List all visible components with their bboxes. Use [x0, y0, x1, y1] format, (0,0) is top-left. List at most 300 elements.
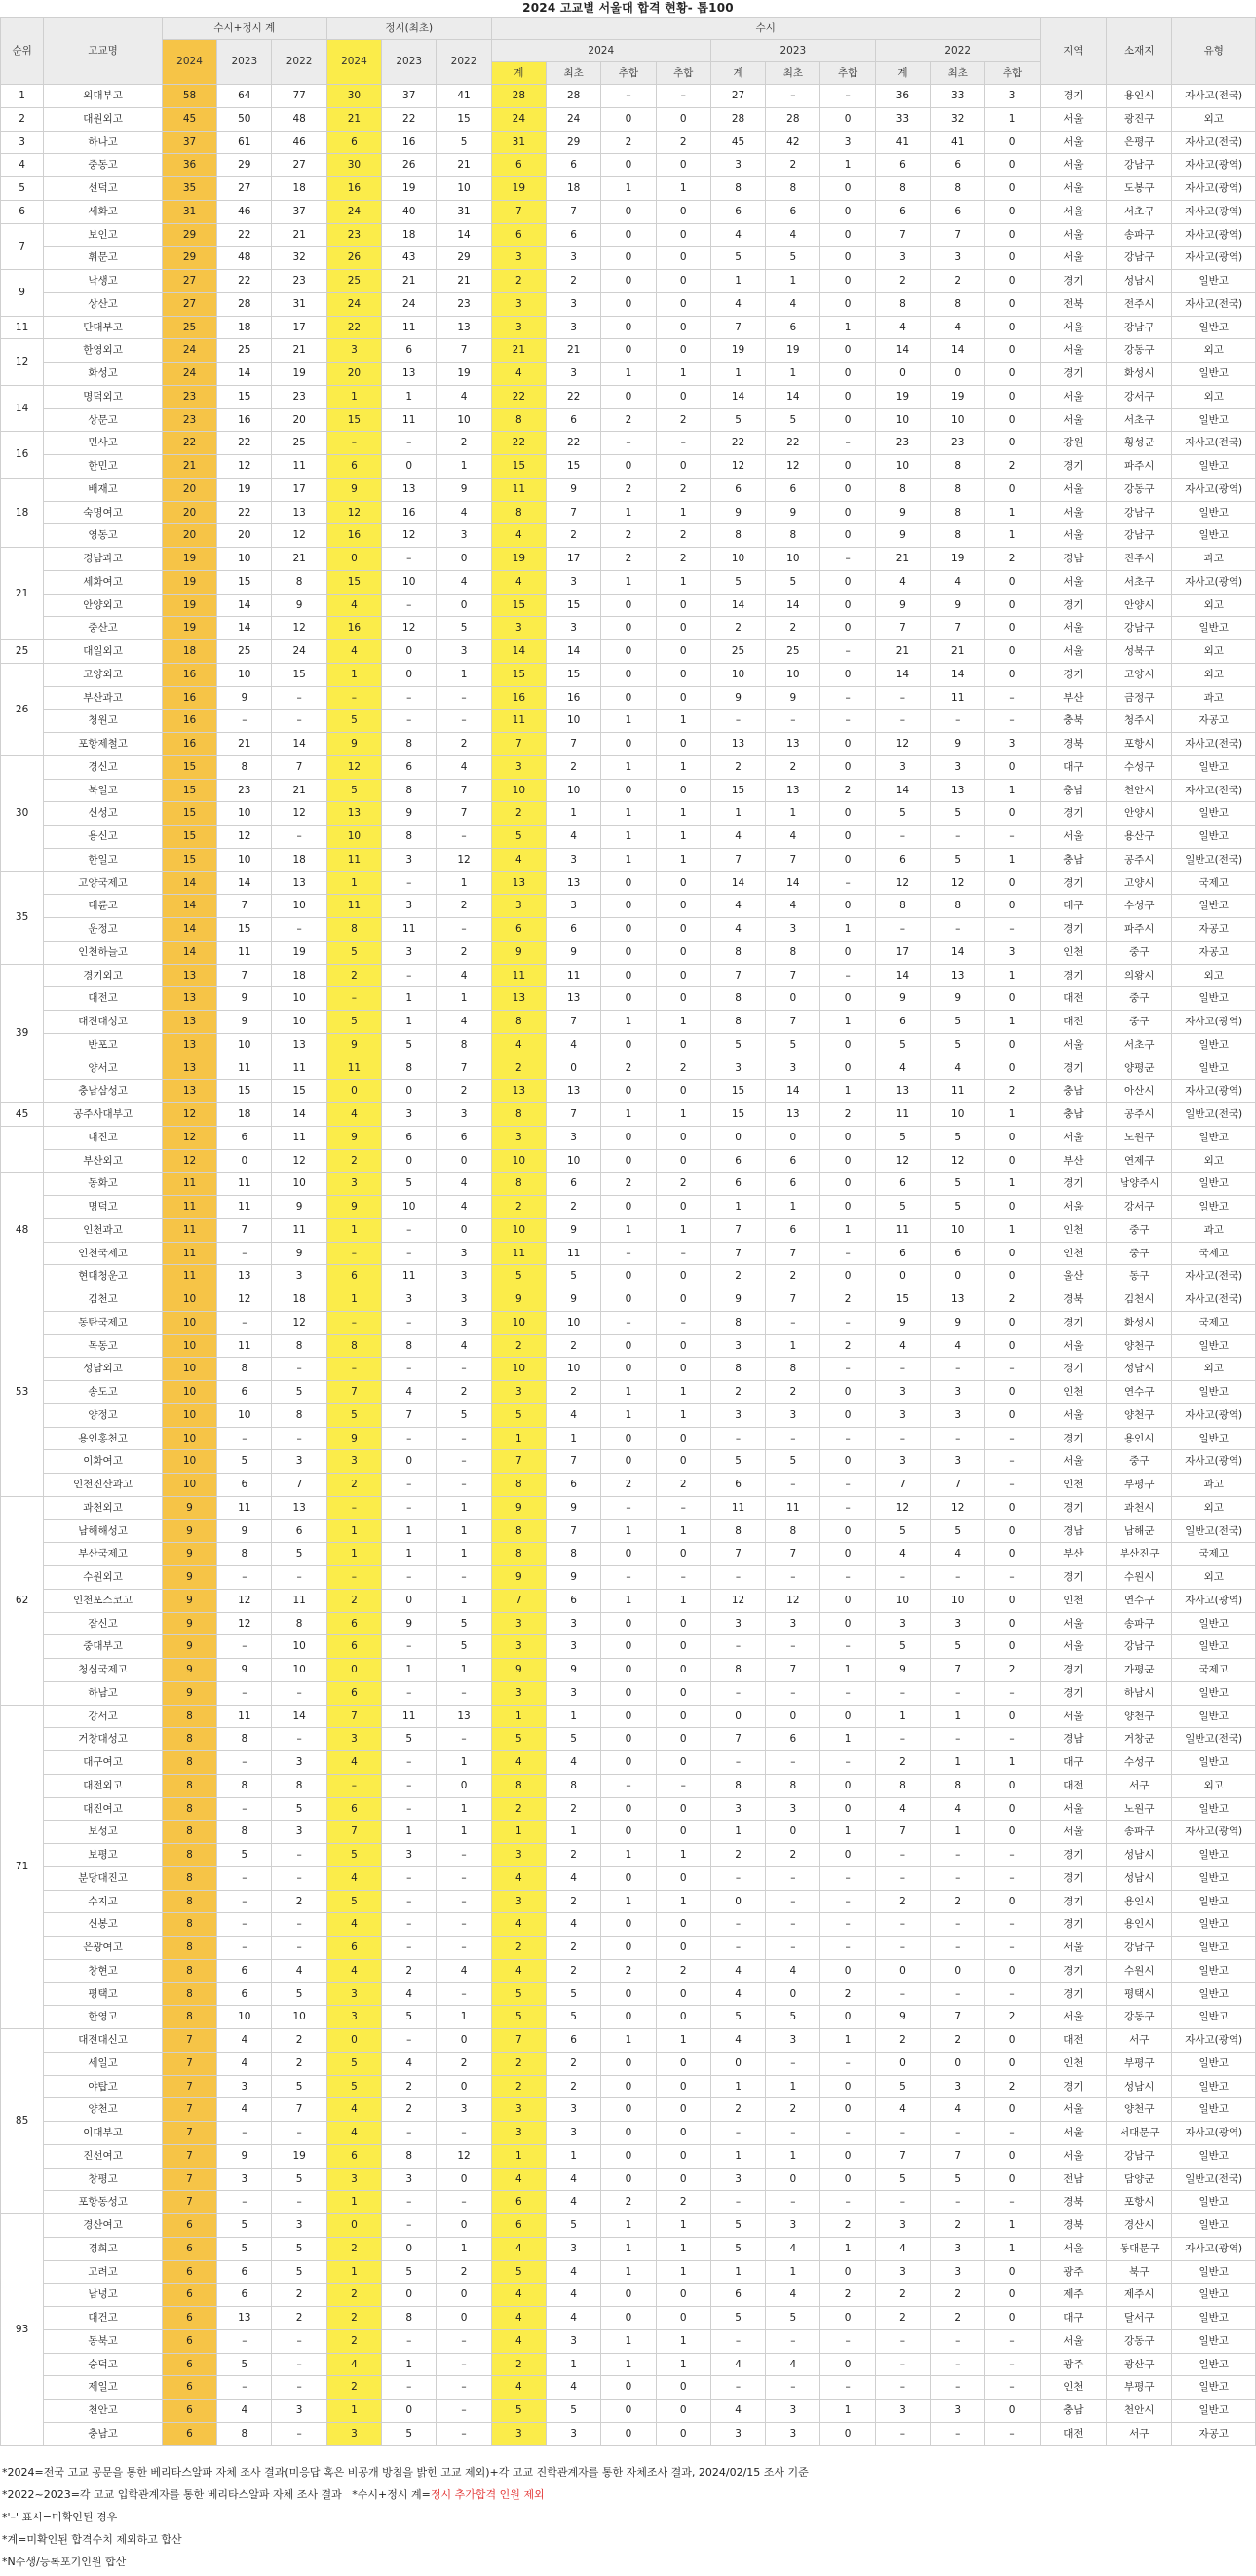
- cell-susi-2023-extra: 0: [820, 617, 875, 640]
- cell-region: 경기: [1040, 918, 1106, 942]
- cell-school: 보인고: [44, 223, 163, 247]
- cell-susi-2022-extra: 0: [985, 663, 1040, 686]
- cell-type: 일반고: [1172, 524, 1256, 548]
- cell-jeongsi-2023: 40: [382, 200, 437, 223]
- cell-combined-2022: 8: [272, 1334, 326, 1358]
- cell-combined-2023: 15: [217, 918, 272, 942]
- cell-susi-2022-total: 6: [875, 848, 930, 871]
- cell-jeongsi-2024: 1: [326, 385, 381, 408]
- cell-combined-2022: 15: [272, 1080, 326, 1103]
- cell-susi-2022-total: 0: [875, 1265, 930, 1288]
- cell-susi-2024-extra: 2: [601, 1057, 656, 1080]
- cell-school: 창평고: [44, 2168, 163, 2191]
- cell-combined-2023: 7: [217, 1218, 272, 1242]
- cell-jeongsi-2024: 20: [326, 363, 381, 386]
- cell-school: 포항제철고: [44, 733, 163, 756]
- cell-susi-2024-total: 4: [491, 2376, 546, 2400]
- cell-combined-2023: 61: [217, 131, 272, 154]
- cell-combined-2024: 11: [162, 1265, 216, 1288]
- cell-susi-2024-extra: 0: [601, 1265, 656, 1288]
- cell-susi-2024-extra: 0: [601, 1635, 656, 1659]
- table-row: [1, 501, 1256, 524]
- cell-type: 국제고: [1172, 1242, 1256, 1265]
- cell-susi-2024-first: 6: [547, 154, 601, 177]
- cell-susi-2024-first: 1: [547, 1705, 601, 1728]
- header-susi-2022-extra: 추합: [985, 62, 1040, 85]
- cell-combined-2024: 9: [162, 1635, 216, 1659]
- cell-susi-2022-first: –: [931, 1937, 985, 1960]
- cell-location: 과천시: [1107, 1496, 1172, 1519]
- cell-susi-2023-first: 1: [766, 2144, 820, 2168]
- cell-jeongsi-2023: 4: [382, 1982, 437, 2006]
- cell-susi-2024-first: 6: [547, 223, 601, 247]
- cell-school: 포항동성고: [44, 2191, 163, 2214]
- cell-combined-2024: 6: [162, 2376, 216, 2400]
- header-rank: 순위: [1, 18, 44, 85]
- cell-susi-2022-first: 6: [931, 1242, 985, 1265]
- cell-susi-2022-total: 14: [875, 663, 930, 686]
- cell-susi-2022-first: 0: [931, 2052, 985, 2075]
- cell-school: 대륜고: [44, 895, 163, 918]
- cell-combined-2023: 14: [217, 617, 272, 640]
- cell-susi-2022-extra: 0: [985, 1635, 1040, 1659]
- cell-susi-2024-total: 4: [491, 2307, 546, 2330]
- cell-jeongsi-2022: –: [437, 2376, 491, 2400]
- cell-location: 서초구: [1107, 1033, 1172, 1057]
- cell-susi-2024-total: 2: [491, 1797, 546, 1821]
- cell-susi-2024-first: 6: [547, 918, 601, 942]
- cell-jeongsi-2022: 13: [437, 316, 491, 339]
- cell-susi-2023-total: 4: [710, 895, 765, 918]
- cell-combined-2024: 58: [162, 85, 216, 108]
- cell-school: 외대부고: [44, 85, 163, 108]
- cell-jeongsi-2023: 0: [382, 455, 437, 479]
- cell-susi-2022-total: 14: [875, 779, 930, 802]
- cell-jeongsi-2023: 1: [382, 1519, 437, 1543]
- cell-jeongsi-2023: 8: [382, 779, 437, 802]
- cell-rank: 35: [1, 871, 44, 964]
- cell-combined-2023: 11: [217, 1173, 272, 1196]
- cell-susi-2024-extra: 2: [601, 2191, 656, 2214]
- cell-combined-2023: 13: [217, 2307, 272, 2330]
- cell-susi-2024-extra2: 0: [656, 2422, 710, 2445]
- cell-susi-2024-total: 4: [491, 1913, 546, 1937]
- cell-susi-2022-total: 4: [875, 1057, 930, 1080]
- table-row: [1, 2284, 1256, 2307]
- cell-susi-2024-extra2: 0: [656, 316, 710, 339]
- cell-susi-2022-total: –: [875, 1566, 930, 1590]
- cell-jeongsi-2023: 0: [382, 1080, 437, 1103]
- cell-susi-2022-total: 17: [875, 941, 930, 964]
- cell-susi-2022-total: 5: [875, 2168, 930, 2191]
- table-row: [1, 2191, 1256, 2214]
- cell-susi-2024-extra: 0: [601, 871, 656, 895]
- cell-susi-2024-first: 3: [547, 848, 601, 871]
- cell-location: 중구: [1107, 1450, 1172, 1474]
- footnote-1: *2024=전국 고교 공문을 통한 베리타스알파 자체 조사 결과(미응답 혹은 비공개 방침을 밝힌 고교 제외)+각 고교 진학관계자를 통한 자체조사 결과, 2024/02/15 조사 기준: [2, 2466, 809, 2479]
- cell-school: 대원외고: [44, 107, 163, 131]
- cell-susi-2024-total: 6: [491, 223, 546, 247]
- cell-susi-2024-extra2: 0: [656, 1681, 710, 1705]
- table-row: [1, 1844, 1256, 1867]
- cell-susi-2022-first: 14: [931, 663, 985, 686]
- cell-combined-2024: 20: [162, 478, 216, 501]
- cell-susi-2022-first: 5: [931, 1033, 985, 1057]
- cell-susi-2024-first: 4: [547, 2168, 601, 2191]
- cell-susi-2023-first: 2: [766, 1381, 820, 1404]
- cell-combined-2022: 11: [272, 1589, 326, 1612]
- cell-jeongsi-2023: 13: [382, 363, 437, 386]
- cell-combined-2022: –: [272, 1937, 326, 1960]
- cell-combined-2022: 10: [272, 987, 326, 1011]
- cell-combined-2022: 8: [272, 1774, 326, 1797]
- cell-jeongsi-2024: 6: [326, 1937, 381, 1960]
- cell-susi-2024-first: 3: [547, 2122, 601, 2145]
- cell-susi-2022-total: 9: [875, 987, 930, 1011]
- cell-combined-2024: 8: [162, 1959, 216, 1982]
- cell-susi-2024-total: 15: [491, 663, 546, 686]
- cell-jeongsi-2023: 16: [382, 131, 437, 154]
- header-susi-2023-total: 계: [710, 62, 765, 85]
- cell-location: 수원시: [1107, 1566, 1172, 1590]
- cell-combined-2024: 10: [162, 1427, 216, 1450]
- cell-susi-2023-extra: 1: [820, 316, 875, 339]
- cell-susi-2023-first: 8: [766, 177, 820, 201]
- cell-susi-2022-total: 3: [875, 247, 930, 270]
- cell-susi-2024-total: 4: [491, 363, 546, 386]
- table-row: [1, 1797, 1256, 1821]
- cell-jeongsi-2024: 12: [326, 755, 381, 779]
- cell-jeongsi-2024: –: [326, 1311, 381, 1334]
- table-row: [1, 1057, 1256, 1080]
- table-row: [1, 1982, 1256, 2006]
- cell-location: 용인시: [1107, 1913, 1172, 1937]
- cell-susi-2024-total: 10: [491, 1218, 546, 1242]
- cell-susi-2022-extra: 1: [985, 964, 1040, 987]
- cell-susi-2023-total: –: [710, 2329, 765, 2353]
- cell-location: 서초구: [1107, 200, 1172, 223]
- cell-combined-2024: 9: [162, 1589, 216, 1612]
- cell-susi-2024-first: 3: [547, 617, 601, 640]
- cell-jeongsi-2024: 6: [326, 1265, 381, 1288]
- cell-school: 대전대성고: [44, 1011, 163, 1034]
- cell-combined-2023: 29: [217, 154, 272, 177]
- cell-susi-2023-first: 6: [766, 1728, 820, 1751]
- cell-susi-2022-extra: –: [985, 1450, 1040, 1474]
- cell-rank: 53: [1, 1288, 44, 1497]
- cell-school: 명덕외고: [44, 385, 163, 408]
- cell-susi-2023-first: 6: [766, 1149, 820, 1173]
- cell-type: 자사고(광역): [1172, 177, 1256, 201]
- cell-region: 경기: [1040, 1496, 1106, 1519]
- cell-combined-2024: 11: [162, 1242, 216, 1265]
- cell-school: 보평고: [44, 1844, 163, 1867]
- cell-jeongsi-2024: 6: [326, 1681, 381, 1705]
- cell-susi-2024-extra2: 0: [656, 2006, 710, 2029]
- cell-combined-2022: –: [272, 918, 326, 942]
- cell-susi-2024-extra: 0: [601, 2075, 656, 2098]
- cell-susi-2023-first: 0: [766, 2168, 820, 2191]
- cell-combined-2023: 6: [217, 2260, 272, 2284]
- cell-susi-2023-extra: –: [820, 871, 875, 895]
- cell-combined-2022: –: [272, 2329, 326, 2353]
- cell-susi-2023-first: 0: [766, 1705, 820, 1728]
- cell-jeongsi-2022: 12: [437, 2144, 491, 2168]
- cell-susi-2022-first: 32: [931, 107, 985, 131]
- cell-susi-2024-extra: 2: [601, 524, 656, 548]
- cell-combined-2024: 13: [162, 964, 216, 987]
- cell-susi-2023-extra: 0: [820, 1589, 875, 1612]
- cell-susi-2024-extra: 0: [601, 2422, 656, 2445]
- cell-susi-2024-total: 9: [491, 1496, 546, 1519]
- cell-susi-2024-extra2: 2: [656, 131, 710, 154]
- footnotes: [0, 2461, 1256, 2573]
- cell-susi-2022-extra: 0: [985, 1403, 1040, 1427]
- cell-location: 양천구: [1107, 2098, 1172, 2122]
- cell-susi-2022-total: –: [875, 2353, 930, 2376]
- cell-susi-2024-first: 13: [547, 871, 601, 895]
- cell-jeongsi-2023: 1: [382, 1011, 437, 1034]
- cell-combined-2023: 15: [217, 570, 272, 594]
- cell-combined-2022: 17: [272, 478, 326, 501]
- cell-location: 동구: [1107, 1265, 1172, 1288]
- cell-susi-2023-total: 1: [710, 270, 765, 293]
- cell-susi-2023-extra: 0: [820, 455, 875, 479]
- cell-susi-2024-extra2: 1: [656, 1218, 710, 1242]
- cell-susi-2024-first: 24: [547, 107, 601, 131]
- cell-susi-2023-first: 5: [766, 1450, 820, 1474]
- cell-type: 일반고: [1172, 1705, 1256, 1728]
- cell-susi-2023-first: –: [766, 1474, 820, 1497]
- cell-combined-2023: 15: [217, 1080, 272, 1103]
- cell-susi-2024-extra2: 0: [656, 1149, 710, 1173]
- cell-rank: 4: [1, 154, 44, 177]
- cell-susi-2023-extra: –: [820, 2122, 875, 2145]
- cell-susi-2024-extra2: 0: [656, 2122, 710, 2145]
- cell-location: 양천구: [1107, 1403, 1172, 1427]
- table-body: [1, 85, 1256, 2446]
- cell-jeongsi-2022: 14: [437, 223, 491, 247]
- cell-susi-2024-extra: 0: [601, 779, 656, 802]
- table-row: [1, 85, 1256, 108]
- cell-susi-2024-extra2: 0: [656, 2144, 710, 2168]
- cell-combined-2022: 18: [272, 848, 326, 871]
- cell-susi-2022-extra: –: [985, 1913, 1040, 1937]
- cell-susi-2022-extra: 0: [985, 2144, 1040, 2168]
- cell-combined-2022: 13: [272, 871, 326, 895]
- cell-region: 서울: [1040, 1612, 1106, 1635]
- cell-combined-2023: 22: [217, 432, 272, 455]
- cell-region: 서울: [1040, 1334, 1106, 1358]
- cell-school: 양서고: [44, 1057, 163, 1080]
- cell-location: 천안시: [1107, 2400, 1172, 2423]
- cell-combined-2022: 10: [272, 1659, 326, 1682]
- cell-susi-2022-total: 4: [875, 2098, 930, 2122]
- cell-type: 일반고: [1172, 2214, 1256, 2238]
- cell-region: 경기: [1040, 1681, 1106, 1705]
- cell-location: 강동구: [1107, 2006, 1172, 2029]
- cell-combined-2023: 4: [217, 2098, 272, 2122]
- cell-susi-2023-first: 5: [766, 408, 820, 432]
- cell-susi-2024-total: 3: [491, 895, 546, 918]
- cell-region: 충남: [1040, 2400, 1106, 2423]
- cell-susi-2022-first: 10: [931, 408, 985, 432]
- cell-combined-2023: –: [217, 1913, 272, 1937]
- footnote-2: [0, 2483, 1256, 2506]
- table-row: [1, 755, 1256, 779]
- cell-school: 은광여고: [44, 1937, 163, 1960]
- cell-jeongsi-2023: –: [382, 1566, 437, 1590]
- cell-susi-2024-total: 28: [491, 85, 546, 108]
- cell-susi-2023-total: 5: [710, 408, 765, 432]
- cell-jeongsi-2022: –: [437, 2191, 491, 2214]
- table-row: [1, 223, 1256, 247]
- cell-school: 경희고: [44, 2237, 163, 2260]
- cell-jeongsi-2022: –: [437, 2400, 491, 2423]
- cell-susi-2022-first: –: [931, 2376, 985, 2400]
- cell-susi-2024-extra2: 0: [656, 640, 710, 664]
- cell-susi-2022-first: 0: [931, 1959, 985, 1982]
- cell-susi-2024-extra2: 1: [656, 755, 710, 779]
- cell-susi-2024-extra2: 1: [656, 1844, 710, 1867]
- table-row: [1, 2376, 1256, 2400]
- cell-combined-2022: 7: [272, 755, 326, 779]
- cell-jeongsi-2024: 1: [326, 1543, 381, 1566]
- cell-susi-2024-first: 1: [547, 2353, 601, 2376]
- cell-school: 야탑고: [44, 2075, 163, 2098]
- cell-susi-2024-extra: 1: [601, 1011, 656, 1034]
- cell-jeongsi-2023: 6: [382, 1126, 437, 1149]
- cell-jeongsi-2023: 3: [382, 1103, 437, 1127]
- cell-susi-2022-first: 8: [931, 895, 985, 918]
- cell-susi-2023-extra: 0: [820, 895, 875, 918]
- cell-combined-2022: 21: [272, 223, 326, 247]
- cell-region: 광주: [1040, 2353, 1106, 2376]
- cell-susi-2023-extra: 0: [820, 1774, 875, 1797]
- cell-type: 자사고(광역): [1172, 1403, 1256, 1427]
- cell-school: 분당대진고: [44, 1866, 163, 1890]
- cell-jeongsi-2023: 11: [382, 1705, 437, 1728]
- table-row: [1, 408, 1256, 432]
- cell-susi-2024-extra2: 0: [656, 2400, 710, 2423]
- cell-susi-2024-first: 0: [547, 1057, 601, 1080]
- table-header: [1, 18, 1256, 85]
- cell-school: 신봉고: [44, 1913, 163, 1937]
- cell-susi-2024-extra: 1: [601, 848, 656, 871]
- cell-susi-2022-total: 9: [875, 1311, 930, 1334]
- cell-school: 목동고: [44, 1334, 163, 1358]
- cell-susi-2024-extra2: 0: [656, 1751, 710, 1775]
- cell-susi-2024-extra: –: [601, 1311, 656, 1334]
- table-row: [1, 478, 1256, 501]
- cell-region: 인천: [1040, 1381, 1106, 1404]
- cell-jeongsi-2023: –: [382, 548, 437, 571]
- cell-location: 송파구: [1107, 1821, 1172, 1844]
- cell-jeongsi-2024: –: [326, 432, 381, 455]
- cell-susi-2022-extra: 0: [985, 1334, 1040, 1358]
- cell-jeongsi-2024: 1: [326, 871, 381, 895]
- cell-susi-2022-total: 3: [875, 1612, 930, 1635]
- cell-jeongsi-2023: 0: [382, 1149, 437, 1173]
- cell-susi-2023-first: 2: [766, 617, 820, 640]
- cell-type: 자사고(광역): [1172, 1080, 1256, 1103]
- cell-combined-2024: 9: [162, 1543, 216, 1566]
- cell-combined-2023: 10: [217, 663, 272, 686]
- cell-rank: 18: [1, 478, 44, 547]
- cell-susi-2023-first: 10: [766, 548, 820, 571]
- cell-susi-2022-extra: 0: [985, 2052, 1040, 2075]
- cell-susi-2024-first: 13: [547, 1080, 601, 1103]
- footnote-2b: *수시+정시 계=: [352, 2488, 431, 2501]
- cell-susi-2024-total: 13: [491, 987, 546, 1011]
- cell-susi-2024-first: 3: [547, 895, 601, 918]
- cell-susi-2024-total: 13: [491, 1080, 546, 1103]
- cell-susi-2022-first: 1: [931, 1705, 985, 1728]
- cell-susi-2022-total: 12: [875, 733, 930, 756]
- cell-type: 자사고(전국): [1172, 779, 1256, 802]
- cell-susi-2024-extra2: 0: [656, 223, 710, 247]
- cell-susi-2022-first: –: [931, 918, 985, 942]
- cell-location: 노원구: [1107, 1797, 1172, 1821]
- cell-susi-2024-extra2: 0: [656, 1358, 710, 1381]
- cell-susi-2023-first: 4: [766, 2237, 820, 2260]
- cell-susi-2024-extra: 1: [601, 1890, 656, 1913]
- cell-location: 성남시: [1107, 2075, 1172, 2098]
- table-row: [1, 548, 1256, 571]
- table-row: [1, 2260, 1256, 2284]
- cell-susi-2022-extra: 0: [985, 617, 1040, 640]
- cell-susi-2024-total: 3: [491, 617, 546, 640]
- cell-susi-2022-first: 23: [931, 432, 985, 455]
- cell-combined-2024: 8: [162, 1982, 216, 2006]
- cell-combined-2024: 7: [162, 2052, 216, 2075]
- cell-combined-2022: 10: [272, 1011, 326, 1034]
- cell-susi-2022-extra: 2: [985, 455, 1040, 479]
- cell-location: 부평구: [1107, 1474, 1172, 1497]
- cell-location: 남해군: [1107, 1519, 1172, 1543]
- cell-susi-2023-first: 1: [766, 802, 820, 826]
- table-row: [1, 385, 1256, 408]
- cell-susi-2023-extra: 0: [820, 1126, 875, 1149]
- cell-susi-2024-total: 3: [491, 2122, 546, 2145]
- cell-susi-2024-extra: 1: [601, 2260, 656, 2284]
- table-row: [1, 1959, 1256, 1982]
- cell-susi-2023-first: 6: [766, 316, 820, 339]
- cell-susi-2024-extra: 0: [601, 2376, 656, 2400]
- cell-susi-2022-extra: 0: [985, 223, 1040, 247]
- cell-susi-2022-first: 7: [931, 1474, 985, 1497]
- cell-susi-2024-total: 4: [491, 1033, 546, 1057]
- cell-susi-2023-total: –: [710, 1681, 765, 1705]
- cell-combined-2024: 23: [162, 385, 216, 408]
- table-row: [1, 2353, 1256, 2376]
- cell-susi-2023-extra: 2: [820, 2284, 875, 2307]
- cell-susi-2023-extra: –: [820, 548, 875, 571]
- cell-susi-2024-extra: 2: [601, 1959, 656, 1982]
- cell-susi-2024-total: 5: [491, 826, 546, 849]
- cell-region: 경기: [1040, 594, 1106, 617]
- cell-type: 일반고: [1172, 1033, 1256, 1057]
- cell-susi-2023-first: –: [766, 1751, 820, 1775]
- cell-susi-2024-total: 8: [491, 501, 546, 524]
- cell-susi-2022-total: 5: [875, 1519, 930, 1543]
- cell-susi-2022-total: 12: [875, 1149, 930, 1173]
- cell-susi-2022-extra: 0: [985, 871, 1040, 895]
- cell-susi-2022-extra: 0: [985, 1196, 1040, 1219]
- cell-susi-2023-first: 1: [766, 270, 820, 293]
- cell-susi-2023-extra: 0: [820, 2422, 875, 2445]
- cell-susi-2024-extra: 1: [601, 2329, 656, 2353]
